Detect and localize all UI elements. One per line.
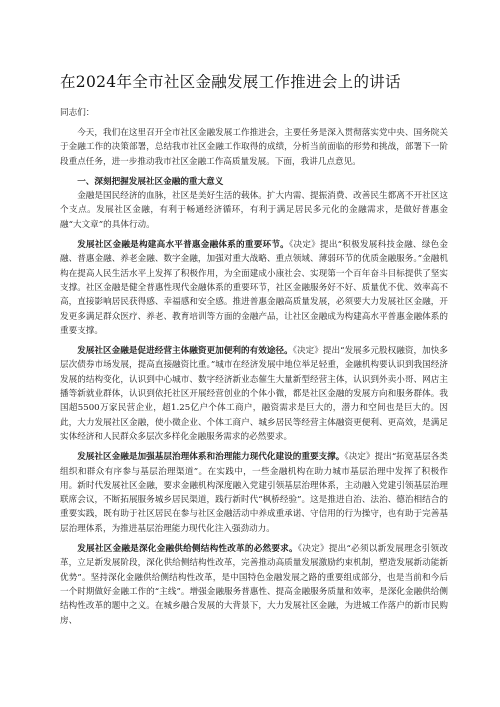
paragraph-lead: 发展社区金融是促进经营主体融资更加便利的有效途径。 — [77, 346, 293, 357]
paragraph-body: 《决定》提出“拓宽基层各类组织和群众有序参与基层治理渠道”。在实践中，一些金融机构在助力城市基层治理中发挥了积极作用。新时代发展社区金融，要求金融机构深度融入党建引领基层治理体系，主动融入党建引领基层治理联席会议，不断拓展服务城乡居民渠道，践行新时代“枫桥经验”。这是推进自治、法治、德治相结合的重要实践，既有助于社区居民在参与社区金融活动中养成重承诺、守信用的行为操守，也有助于完善基层治理体系，为推进基层治理能力现代化注入强劲动力。 — [60, 452, 448, 534]
intro-paragraph: 今天，我们在这里召开全市社区金融发展工作推进会，主要任务是深入贯彻落实党中央、国务院关于金融工作的决策部署，总结我市社区金融工作取得的成绩，分析当前面临的形势和挑战，部署下一阶段重点任务，进一步推动我市社区金融工作高质量发展。下面，我讲几点意见。 — [60, 128, 448, 167]
section-intro-paragraph: 金融是国民经济的血脉，社区是美好生活的载体。扩大内需、提振消费、改善民生都离不开社区这个支点。发展社区金融，有利于畅通经济循环，有利于满足居民多元化的金融需求，是做好普惠金融“大文章”的具体行动。 — [60, 191, 448, 230]
section-heading: 一、深刻把握发展社区金融的重大意义 — [77, 176, 224, 187]
paragraph-governance — [60, 450, 448, 536]
salutation: 同志们： — [60, 108, 95, 118]
paragraph-financing — [60, 344, 448, 444]
document-title: 在2024年全市社区金融发展工作推进会上的讲话 — [60, 73, 401, 91]
paragraph-lead: 发展社区金融是构建高水平普惠金融体系的重要环节。 — [77, 240, 290, 251]
paragraph-body: 《决定》提出“积极发展科技金融、绿色金融、普惠金融、养老金融、数字金融，加强对重大战略、重点领域、薄弱环节的优质金融服务。”金融机构在提高人民生活水平上发挥了积极作用，为全面建成小康社会、实现第一个百年奋斗目标提供了坚实支撑。社区金融是健全普惠性现代金融体系的重要环节，社区金融服务好不好、质量优不优、效率高不高，直接影响居民获得感、幸福感和安全感。推进普惠金融高质量发展，必须要大力发展社区金融，开发更多满足群众医疗、养老、教育培训等方面的金融产品，让社区金融成为构建高水平普惠金融体系的重要支撑。 — [60, 240, 448, 336]
paragraph-inclusive-finance — [60, 238, 448, 338]
paragraph-body: 《决定》提出“发展多元股权融资，加快多层次债券市场发展，提高直接融资比重。”城市在经济发展中地位举足轻重，金融机构要认识到我国经济发展的结构变化，认识到中心城市、数字经济新业态催生大量新型经营主体，认识到外卖小哥、网店主播等新就业群体，认识到依托社区开展经营创业的个体小微，都是社区金融的发展方向和服务群体。我国超5500万家民营企业，超1.25亿户个体工商户，融资需求是巨大的，潜力和空间也是巨大的。因此，大力发展社区金融，使小微企业、个体工商户、城乡居民等经营主体融资更便利、更高效，是满足实体经济和人民群众多层次多样化金融服务需求的必然要求。 — [60, 346, 448, 442]
paragraph-lead: 发展社区金融是深化金融供给侧结构性改革的必然要求。 — [77, 544, 298, 555]
paragraph-lead: 发展社区金融是加强基层治理体系和治理能力现代化建设的重要支撑。 — [77, 452, 345, 463]
paragraph-supply-side-reform — [60, 542, 448, 628]
paragraph-body: 《决定》提出“必须以新发展理念引领改革，立足新发展阶段，深化供给侧结构性改革，完善推动高质量发展激励约束机制，塑造发展新动能新优势”。坚持深化金融供给侧结构性改革，是中国特色金融发展之路的重要组成部分，也是当前和今后一个时期做好金融工作的“主线”。增强金融服务普惠性、提高金融服务质量和效率，是深化金融供给侧结构性改革的题中之义。在城乡融合发展的大背景下，大力发展社区金融，为进城工作落户的新市民购房、 — [60, 544, 448, 626]
